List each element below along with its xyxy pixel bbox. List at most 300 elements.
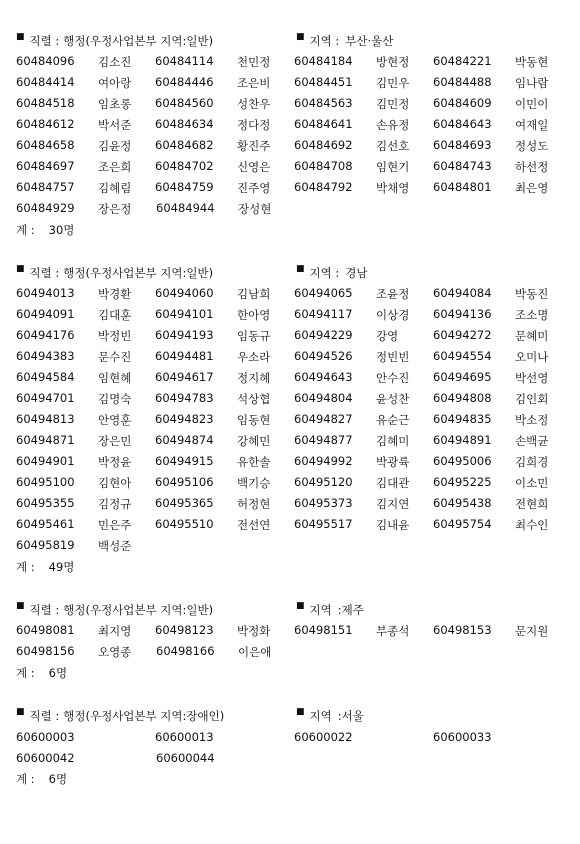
candidate-number: 60494901 — [16, 453, 75, 468]
total-label: 계 : — [16, 665, 35, 680]
candidate-number: 60495819 — [16, 537, 75, 552]
candidate-number: 60495461 — [16, 516, 75, 531]
candidate-number: 60600044 — [156, 750, 215, 765]
candidate-name: 박정빈 — [98, 328, 132, 343]
candidate-number: 60494695 — [433, 369, 492, 384]
candidate-entry — [294, 117, 433, 133]
candidate-entry — [294, 138, 433, 154]
candidate-number: 60494554 — [433, 348, 492, 363]
region-field — [296, 33, 393, 49]
roster-section — [16, 262, 572, 577]
candidate-entry — [433, 412, 572, 428]
table-row — [16, 72, 572, 93]
candidate-entry — [433, 180, 572, 196]
candidate-entry — [294, 328, 433, 344]
candidate-entry — [155, 475, 294, 491]
candidate-number: 60494481 — [155, 348, 214, 363]
candidate-name: 박정윤 — [98, 454, 132, 469]
candidate-entry — [294, 623, 433, 639]
candidate-name: 오영종 — [98, 644, 132, 659]
candidate-number: 60495225 — [433, 474, 492, 489]
section-header — [16, 30, 572, 51]
candidate-number: 60600013 — [155, 729, 214, 744]
candidate-number: 60484757 — [16, 179, 75, 194]
candidate-entry — [294, 75, 433, 91]
candidate-entry — [294, 96, 433, 112]
table-row — [16, 93, 572, 114]
table-row — [16, 51, 572, 72]
candidate-number: 60484641 — [294, 116, 353, 131]
candidate-name: 김인회 — [515, 391, 549, 406]
candidate-name: 전선연 — [237, 517, 271, 532]
roster-section — [16, 30, 572, 240]
candidate-entry — [294, 286, 433, 302]
candidate-entry — [155, 496, 294, 512]
job-series-field — [16, 602, 296, 618]
job-series-field — [16, 708, 296, 724]
candidate-entry — [433, 433, 572, 449]
candidate-entry — [16, 370, 155, 386]
candidate-number: 60484184 — [294, 53, 353, 68]
candidate-number: 60494060 — [155, 285, 214, 300]
candidate-name: 윤성찬 — [376, 391, 410, 406]
candidate-number: 60484518 — [16, 95, 75, 110]
candidate-number: 60484658 — [16, 137, 75, 152]
candidate-name: 최수인 — [515, 517, 549, 532]
table-row — [16, 747, 572, 768]
candidate-number: 60495106 — [155, 474, 214, 489]
candidate-number: 60494526 — [294, 348, 353, 363]
candidate-entry — [294, 349, 433, 365]
candidate-entry — [294, 159, 433, 175]
candidate-entry — [433, 54, 572, 70]
candidate-entry — [155, 454, 294, 470]
table-row — [16, 135, 572, 156]
candidate-number: 60494835 — [433, 411, 492, 426]
candidate-name: 장은정 — [98, 201, 132, 216]
candidate-number: 60484792 — [294, 179, 353, 194]
candidate-name: 김지연 — [376, 496, 410, 511]
job-series-value: 행정(우정사업본부 지역:일반) — [63, 602, 214, 617]
candidate-number: 60498123 — [155, 622, 214, 637]
candidate-number: 60494871 — [16, 432, 75, 447]
candidate-number: 60495100 — [16, 474, 75, 489]
region-label: 지역 — [309, 708, 332, 723]
candidate-name: 조은비 — [237, 75, 271, 90]
candidate-number: 60494229 — [294, 327, 353, 342]
candidate-entry — [294, 730, 433, 744]
job-series-value: 행정(우정사업본부 지역:장애인) — [63, 708, 225, 723]
candidate-name: 강영 — [376, 328, 399, 343]
candidate-number: 60495517 — [294, 516, 353, 531]
candidate-name: 황진주 — [237, 138, 271, 153]
candidate-number: 60494272 — [433, 327, 492, 342]
candidate-number: 60484682 — [155, 137, 214, 152]
candidate-name: 장은민 — [98, 433, 132, 448]
candidate-name: 임현혜 — [98, 370, 132, 385]
table-row — [16, 304, 572, 325]
square-bullet-icon: ■ — [296, 263, 305, 274]
candidate-name: 성찬우 — [237, 96, 271, 111]
candidate-entry — [294, 496, 433, 512]
total-label: 계 : — [16, 222, 35, 237]
candidate-entry — [16, 328, 155, 344]
table-row — [16, 325, 572, 346]
candidate-name: 허정현 — [237, 496, 271, 511]
section-total — [16, 662, 572, 683]
candidate-name: 장성현 — [238, 201, 272, 216]
candidate-name — [237, 730, 289, 744]
candidate-number: 60494877 — [294, 432, 353, 447]
table-row — [16, 198, 572, 219]
table-row — [16, 346, 572, 367]
candidate-entry — [16, 180, 155, 196]
candidate-number: 60484693 — [433, 137, 492, 152]
candidate-number: 60494065 — [294, 285, 353, 300]
candidate-name: 손유정 — [376, 117, 410, 132]
candidate-entry — [155, 370, 294, 386]
candidate-name: 여재일 — [515, 117, 549, 132]
candidate-number: 60484488 — [433, 74, 492, 89]
candidate-number: 60484929 — [16, 200, 75, 215]
table-row — [16, 367, 572, 388]
candidate-number: 60495355 — [16, 495, 75, 510]
candidate-entry — [16, 623, 155, 639]
candidate-number: 60484609 — [433, 95, 492, 110]
candidate-number: 60494084 — [433, 285, 492, 300]
candidate-entry — [16, 496, 155, 512]
region-value: :서울 — [337, 708, 364, 723]
candidate-entry — [16, 391, 155, 407]
candidate-name: 강혜민 — [237, 433, 271, 448]
candidate-entry — [16, 138, 155, 154]
square-bullet-icon: ■ — [296, 600, 305, 611]
candidate-number: 60494891 — [433, 432, 492, 447]
candidate-entry — [16, 517, 155, 533]
candidate-number: 60484096 — [16, 53, 75, 68]
table-row — [16, 430, 572, 451]
candidate-name — [515, 730, 567, 744]
candidate-number: 60494193 — [155, 327, 214, 342]
candidate-name: 안수진 — [376, 370, 410, 385]
candidate-entry — [433, 496, 572, 512]
candidate-name — [238, 751, 290, 765]
candidate-entry — [156, 751, 296, 765]
candidate-name: 박선영 — [515, 370, 549, 385]
candidate-number: 60494783 — [155, 390, 214, 405]
candidate-name: 문지원 — [515, 623, 549, 638]
candidate-name: 박광륙 — [376, 454, 410, 469]
candidate-name: 정빈빈 — [376, 349, 410, 364]
candidate-entry — [16, 644, 156, 660]
candidate-number: 60484114 — [155, 53, 214, 68]
candidate-name — [376, 730, 428, 744]
candidate-entry — [294, 517, 433, 533]
candidate-entry — [433, 328, 572, 344]
candidate-entry — [155, 180, 294, 196]
candidate-entry — [294, 370, 433, 386]
region-field — [296, 708, 364, 724]
candidate-name: 이상경 — [376, 307, 410, 322]
square-bullet-icon: ■ — [296, 706, 305, 717]
candidate-name: 김혜미 — [376, 433, 410, 448]
candidate-entry — [433, 370, 572, 386]
candidate-entry — [155, 159, 294, 175]
candidate-number: 60484414 — [16, 74, 75, 89]
candidate-entry — [155, 730, 294, 744]
section-total — [16, 768, 572, 789]
table-row — [16, 472, 572, 493]
candidate-name: 박동현 — [515, 54, 549, 69]
candidate-name: 박소정 — [515, 412, 549, 427]
candidate-number: 60484563 — [294, 95, 353, 110]
candidate-number: 60484759 — [155, 179, 214, 194]
candidate-entry — [155, 412, 294, 428]
candidate-name: 손백균 — [515, 433, 549, 448]
candidate-name: 정지혜 — [237, 370, 271, 385]
candidate-number: 60494808 — [433, 390, 492, 405]
candidate-entry — [294, 307, 433, 323]
candidate-number: 60494804 — [294, 390, 353, 405]
total-count: 6명 — [48, 665, 68, 680]
candidate-name: 김희경 — [515, 454, 549, 469]
candidate-entry — [16, 412, 155, 428]
candidate-name: 백성준 — [98, 538, 132, 553]
candidate-number: 60484451 — [294, 74, 353, 89]
candidate-number: 60484801 — [433, 179, 492, 194]
candidate-number: 60494992 — [294, 453, 353, 468]
candidate-number: 60494701 — [16, 390, 75, 405]
square-bullet-icon: ■ — [16, 706, 25, 717]
candidate-name: 오미나 — [515, 349, 549, 364]
region-label: 지역 — [309, 602, 332, 617]
candidate-entry — [155, 117, 294, 133]
candidate-entry — [433, 159, 572, 175]
square-bullet-icon: ■ — [16, 600, 25, 611]
candidate-entry — [16, 349, 155, 365]
candidate-entry — [16, 54, 155, 70]
candidate-number: 60494823 — [155, 411, 214, 426]
section-total — [16, 219, 572, 240]
candidate-name: 박채영 — [376, 180, 410, 195]
candidate-entry — [16, 117, 155, 133]
candidate-entry — [433, 138, 572, 154]
candidate-entry — [155, 623, 294, 639]
candidate-name: 신영은 — [237, 159, 271, 174]
candidate-number: 60484743 — [433, 158, 492, 173]
candidate-number: 60494874 — [155, 432, 214, 447]
candidate-number: 60498081 — [16, 622, 75, 637]
candidate-number: 60494383 — [16, 348, 75, 363]
table-row — [16, 535, 572, 556]
candidate-entry — [16, 538, 156, 554]
candidate-number: 60484560 — [155, 95, 214, 110]
candidate-entry — [155, 328, 294, 344]
candidate-entry — [16, 454, 155, 470]
candidate-number: 60484634 — [155, 116, 214, 131]
candidate-name: 박경환 — [98, 286, 132, 301]
candidate-name: 전현희 — [515, 496, 549, 511]
candidate-number: 60494915 — [155, 453, 214, 468]
candidate-name: 부종석 — [376, 623, 410, 638]
candidate-name — [98, 751, 150, 765]
candidate-entry — [433, 117, 572, 133]
candidate-entry — [294, 433, 433, 449]
candidate-name: 임초롱 — [98, 96, 132, 111]
candidate-name: 임동현 — [237, 412, 271, 427]
candidate-entry — [433, 349, 572, 365]
candidate-name: 김선호 — [376, 138, 410, 153]
candidate-name: 이민이 — [515, 96, 549, 111]
candidate-number: 60600042 — [16, 750, 75, 765]
candidate-name: 조소명 — [515, 307, 549, 322]
table-row — [16, 156, 572, 177]
candidate-number: 60498151 — [294, 622, 353, 637]
job-series-value: 행정(우정사업본부 지역:일반) — [63, 265, 214, 280]
candidate-number: 60494101 — [155, 306, 214, 321]
table-row — [16, 177, 572, 198]
candidate-entry — [294, 54, 433, 70]
table-row — [16, 283, 572, 304]
candidate-entry — [155, 349, 294, 365]
candidate-number: 60494091 — [16, 306, 75, 321]
candidate-entry — [294, 412, 433, 428]
candidate-entry — [433, 391, 572, 407]
job-series-label: 직렬 : — [29, 265, 60, 280]
candidate-name: 우소라 — [237, 349, 271, 364]
candidate-number: 60495373 — [294, 495, 353, 510]
candidate-number: 60494643 — [294, 369, 353, 384]
table-row — [16, 409, 572, 430]
square-bullet-icon: ■ — [16, 263, 25, 274]
candidate-name: 방현정 — [376, 54, 410, 69]
candidate-number: 60494827 — [294, 411, 353, 426]
candidate-entry — [16, 475, 155, 491]
candidate-number: 60494176 — [16, 327, 75, 342]
square-bullet-icon: ■ — [16, 31, 25, 42]
table-row — [16, 114, 572, 135]
candidate-entry — [156, 201, 296, 217]
candidate-entry — [155, 517, 294, 533]
candidate-entry — [16, 75, 155, 91]
candidate-entry — [433, 454, 572, 470]
candidate-number: 60484221 — [433, 53, 492, 68]
candidate-number: 60495754 — [433, 516, 492, 531]
section-header — [16, 705, 572, 726]
candidate-entry — [16, 286, 155, 302]
candidate-number: 60495006 — [433, 453, 492, 468]
region-value: 경남 — [345, 265, 368, 280]
candidate-name: 최은영 — [515, 180, 549, 195]
candidate-name: 문혜미 — [515, 328, 549, 343]
region-value: :제주 — [337, 602, 364, 617]
candidate-entry — [433, 475, 572, 491]
region-label: 지역 : — [309, 265, 340, 280]
candidate-entry — [155, 96, 294, 112]
candidate-entry — [433, 517, 572, 533]
candidate-name: 박서준 — [98, 117, 132, 132]
candidate-entry — [294, 454, 433, 470]
candidate-name: 안영훈 — [98, 412, 132, 427]
total-count: 30명 — [48, 222, 75, 237]
table-row — [16, 620, 572, 641]
section-total — [16, 556, 572, 577]
candidate-entry — [155, 138, 294, 154]
candidate-entry — [294, 391, 433, 407]
table-row — [16, 388, 572, 409]
total-count: 6명 — [48, 771, 68, 786]
region-field — [296, 602, 364, 618]
candidate-entry — [16, 433, 155, 449]
candidate-number: 60498156 — [16, 643, 75, 658]
document-page — [16, 30, 572, 811]
candidate-entry — [155, 75, 294, 91]
candidate-number: 60484702 — [155, 158, 214, 173]
candidate-name: 박동진 — [515, 286, 549, 301]
candidate-entry — [433, 286, 572, 302]
candidate-entry — [16, 159, 155, 175]
table-row — [16, 493, 572, 514]
total-label: 계 : — [16, 771, 35, 786]
table-row — [16, 641, 572, 662]
candidate-number: 60484446 — [155, 74, 214, 89]
candidate-entry — [155, 391, 294, 407]
candidate-number: 60494013 — [16, 285, 75, 300]
candidate-entry — [294, 475, 433, 491]
candidate-number: 60495365 — [155, 495, 214, 510]
section-header — [16, 599, 572, 620]
candidate-entry — [16, 96, 155, 112]
candidate-number: 60498153 — [433, 622, 492, 637]
candidate-name: 석상협 — [237, 391, 271, 406]
candidate-number: 60494584 — [16, 369, 75, 384]
candidate-entry — [433, 96, 572, 112]
table-row — [16, 514, 572, 535]
job-series-field — [16, 265, 296, 281]
candidate-number: 60494813 — [16, 411, 75, 426]
candidate-name: 여아랑 — [98, 75, 132, 90]
candidate-name: 이소민 — [515, 475, 549, 490]
candidate-number: 60600003 — [16, 729, 75, 744]
candidate-name: 김대훈 — [98, 307, 132, 322]
region-label: 지역 : — [309, 33, 340, 48]
candidate-name: 정성도 — [515, 138, 549, 153]
candidate-entry — [155, 433, 294, 449]
table-row — [16, 726, 572, 747]
candidate-name: 임동규 — [237, 328, 271, 343]
candidate-name: 천민정 — [237, 54, 271, 69]
roster-section — [16, 705, 572, 789]
candidate-name: 정다정 — [237, 117, 271, 132]
candidate-name: 민은주 — [98, 517, 132, 532]
candidate-name: 김민정 — [376, 96, 410, 111]
candidate-number: 60484692 — [294, 137, 353, 152]
candidate-name: 백기승 — [237, 475, 271, 490]
candidate-name — [98, 730, 150, 744]
candidate-entry — [16, 201, 156, 217]
candidate-name: 임나람 — [515, 75, 549, 90]
candidate-name: 이은애 — [238, 644, 272, 659]
candidate-name: 김현아 — [98, 475, 132, 490]
total-label: 계 : — [16, 559, 35, 574]
candidate-name: 김혜림 — [98, 180, 132, 195]
candidate-entry — [433, 307, 572, 323]
candidate-name: 유한솔 — [237, 454, 271, 469]
candidate-name: 박정화 — [237, 623, 271, 638]
candidate-number: 60495510 — [155, 516, 214, 531]
candidate-number: 60484708 — [294, 158, 353, 173]
candidate-number: 60494117 — [294, 306, 353, 321]
